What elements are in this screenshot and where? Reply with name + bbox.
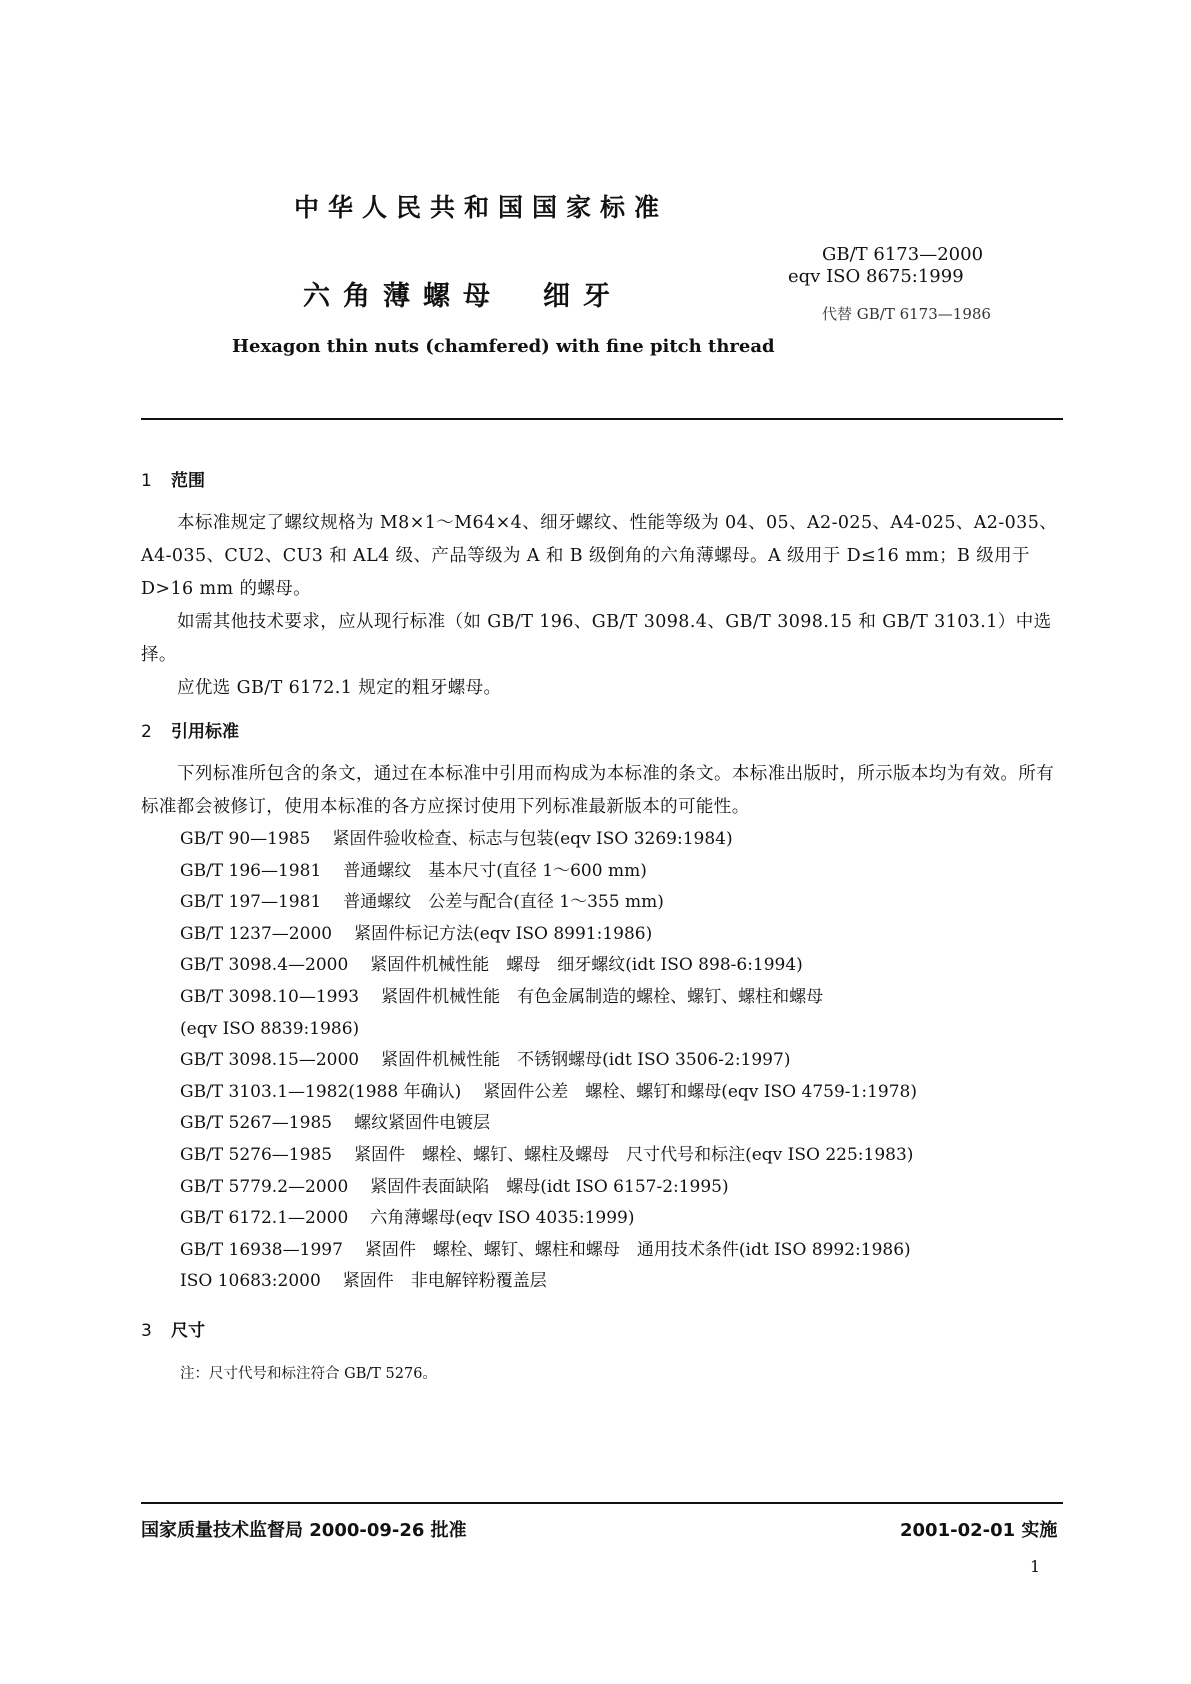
paragraph: 下列标准所包含的条文，通过在本标准中引用而构成为本标准的条文。本标准出版时，所示版本均为有效。所有标准都会被修订，使用本标准的各方应探讨使用下列标准最新版本的可能性。 [141, 764, 1055, 817]
reference-code: GB/T 6172.1—2000 [180, 1208, 349, 1229]
replaces-standard: 代替 GB/T 6173—1986 [822, 305, 991, 323]
reference-item [180, 1077, 917, 1109]
reference-item [180, 824, 917, 856]
reference-item [180, 856, 917, 888]
reference-code: GB/T 196—1981 [180, 860, 322, 881]
reference-item [180, 950, 917, 982]
iso-equivalence: eqv ISO 8675:1999 [788, 266, 964, 287]
reference-code: GB/T 5267—1985 [180, 1113, 333, 1134]
reference-item [180, 1235, 917, 1267]
national-standard-heading: 中华人民共和国国家标准 [294, 193, 669, 222]
reference-title: 紧固件 螺栓、螺钉、螺柱和螺母 通用技术条件(idt ISO 8992:1986) [364, 1239, 911, 1260]
reference-title: 紧固件 非电解锌粉覆盖层 [342, 1271, 547, 1292]
page-number: 1 [1030, 1557, 1041, 1576]
reference-code: GB/T 90—1985 [180, 829, 311, 849]
document-title-en: Hexagon thin nuts (chamfered) with fine pitch thread [232, 336, 775, 357]
approval-line: 国家质量技术监督局 2000-09-26 批准 [141, 1520, 467, 1541]
reference-title: 普通螺纹 基本尺寸(直径 1～600 mm) [343, 860, 647, 881]
reference-item [180, 1266, 917, 1298]
reference-item [180, 1203, 917, 1235]
standard-code: GB/T 6173—2000 [822, 244, 984, 265]
reference-code: GB/T 3098.15—2000 [180, 1050, 360, 1071]
reference-title: 普通螺纹 公差与配合(直径 1～355 mm) [343, 892, 664, 913]
document-title-cn [303, 274, 623, 313]
paragraph: 如需其他技术要求，应从现行标准（如 GB/T 196、GB/T 3098.4、GB/T 3098.15 和 GB/T 3103.1）中选择。 [141, 612, 1052, 665]
reference-item [180, 1045, 917, 1077]
reference-title: 螺纹紧固件电镀层 [354, 1113, 491, 1134]
section-1-body [141, 507, 1063, 705]
title-cn-part2: 细牙 [543, 281, 623, 312]
reference-code: GB/T 1237—2000 [180, 923, 333, 944]
reference-item [180, 1108, 917, 1140]
reference-title: 紧固件表面缺陷 螺母(idt ISO 6157-2:1995) [370, 1176, 729, 1197]
reference-code: GB/T 5276—1985 [180, 1144, 333, 1165]
section-1-heading [141, 466, 205, 491]
section-3-note: 注：尺寸代号和标注符合 GB/T 5276。 [180, 1366, 437, 1382]
reference-title: 紧固件机械性能 有色金属制造的螺栓、螺钉、螺柱和螺母 [381, 986, 824, 1007]
section-number: 1 [141, 471, 152, 491]
header-divider [141, 418, 1063, 420]
reference-title: 紧固件机械性能 螺母 细牙螺纹(idt ISO 898-6:1994) [370, 955, 803, 976]
section-2-body [141, 758, 1063, 824]
section-number: 2 [141, 722, 152, 742]
section-title: 引用标准 [171, 722, 239, 742]
reference-title: 紧固件公差 螺栓、螺钉和螺母(eqv ISO 4759-1:1978) [483, 1081, 917, 1102]
reference-code: ISO 10683:2000 [180, 1271, 321, 1292]
reference-title: 紧固件标记方法(eqv ISO 8991:1986) [354, 923, 653, 944]
title-cn-part1: 六角薄螺母 [303, 281, 503, 312]
reference-item [180, 1172, 917, 1204]
paragraph: 应优选 GB/T 6172.1 规定的粗牙螺母。 [177, 678, 502, 698]
implementation-date: 2001-02-01 实施 [900, 1520, 1058, 1541]
section-number: 3 [141, 1321, 152, 1341]
reference-item [180, 1140, 917, 1172]
reference-code: GB/T 5779.2—2000 [180, 1176, 349, 1197]
footer-divider [141, 1502, 1063, 1504]
reference-item [180, 887, 917, 919]
section-3-heading [141, 1316, 205, 1341]
reference-list [180, 824, 917, 1298]
reference-item [180, 919, 917, 951]
reference-title: 紧固件验收检查、标志与包装(eqv ISO 3269:1984) [332, 829, 733, 849]
paragraph: 本标准规定了螺纹规格为 M8×1～M64×4、细牙螺纹、性能等级为 04、05、A2-025、A4-025、A2-035、A4-035、CU2、CU3 和 AL4 级、产品等级为 A 和 B 级倒角的六角薄螺母。A 级用于 D≤16 mm；B 级用于 D>16 mm 的螺母。 [141, 513, 1058, 599]
reference-item [180, 982, 917, 1014]
reference-title: 紧固件 螺栓、螺钉、螺柱及螺母 尺寸代号和标注(eqv ISO 225:1983) [354, 1144, 914, 1165]
reference-code: GB/T 16938—1997 [180, 1239, 343, 1260]
section-title: 范围 [171, 471, 205, 491]
reference-continuation: (eqv ISO 8839:1986) [180, 1018, 360, 1039]
section-2-heading [141, 717, 239, 742]
section-title: 尺寸 [171, 1321, 205, 1341]
reference-code: GB/T 197—1981 [180, 892, 322, 913]
reference-code: GB/T 3103.1—1982(1988 年确认) [180, 1081, 462, 1102]
reference-title: 六角薄螺母(eqv ISO 4035:1999) [370, 1208, 635, 1229]
reference-code: GB/T 3098.10—1993 [180, 986, 360, 1007]
reference-title: 紧固件机械性能 不锈钢螺母(idt ISO 3506-2:1997) [381, 1050, 791, 1071]
reference-code: GB/T 3098.4—2000 [180, 955, 349, 976]
